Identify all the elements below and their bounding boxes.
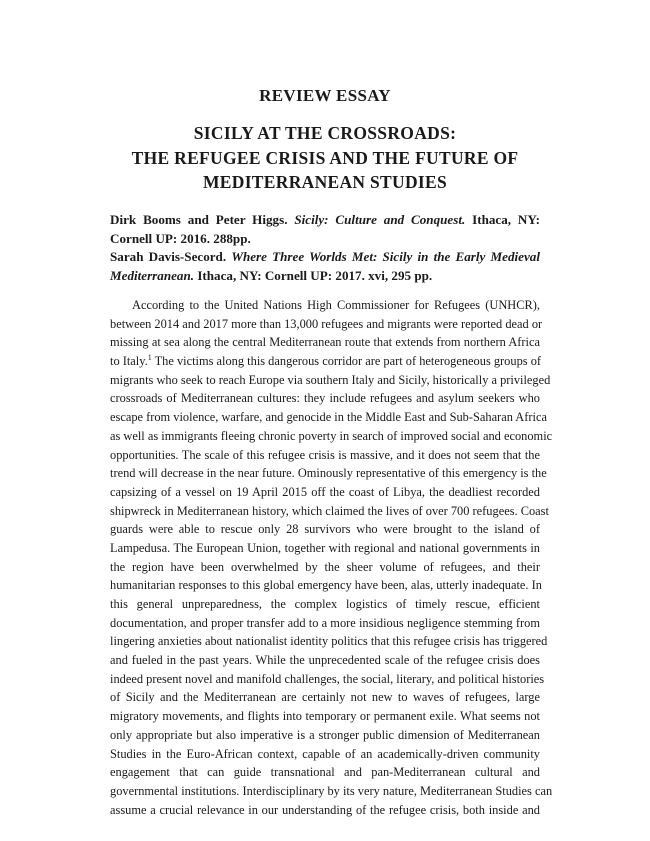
book-reference xyxy=(110,248,540,285)
text-line: trend will decrease in the near future. Ominously representative of this emergency is the xyxy=(110,466,547,481)
book-reference xyxy=(110,211,540,248)
text-fragment: The victims along this dangerous corridor are part of heterogeneous groups of xyxy=(151,354,542,369)
text-line: opportunities. The scale of this refugee crisis is massive, and it does not seem that the xyxy=(110,447,540,462)
text-line: crossroads of Mediterranean cultures: they include refugees and asylum seekers who xyxy=(110,391,540,406)
text-line: documentation, and proper transfer add to a more insidious negligence stemming from xyxy=(110,615,540,630)
text-line: between 2014 and 2017 more than 13,000 refugees and migrants were reported dead or xyxy=(110,316,543,331)
text-line: engagement that can guide transnational and pan-Mediterranean cultural and xyxy=(110,765,540,780)
reference-authors: Sarah Davis-Secord. xyxy=(110,249,227,264)
text-line: governmental institutions. Interdisciplinary by its very nature, Mediterranean Studies can xyxy=(110,783,553,798)
text-line: this general unpreparedness, the complex logistics of timely rescue, efficient xyxy=(110,597,540,611)
reference-authors: Dirk Booms and Peter Higgs. xyxy=(110,212,288,227)
footnote-marker: 1 xyxy=(147,352,152,362)
reference-publisher: Ithaca, NY: Cornell UP: 2016. 288pp. xyxy=(110,212,540,246)
title-line-2: THE REFUGEE CRISIS AND THE FUTURE OF xyxy=(131,147,519,168)
text-line: migratory movements, and flights into temporary or permanent exile. What seems not xyxy=(110,709,540,724)
text-line: lingering anxieties about nationalist identity politics that this refugee crisis has triggered xyxy=(110,634,548,649)
text-fragment: to Italy. xyxy=(110,354,148,369)
text-line: migrants who seek to reach Europe via southern Italy and Sicily, historically a privileged xyxy=(110,372,551,387)
essay-title xyxy=(80,121,570,195)
text-line: Lampedusa. The European Union, together with regional and national governments in xyxy=(110,540,540,555)
text-line: assume a crucial relevance in our understanding of the refugee crisis, both inside and xyxy=(110,802,540,817)
text-line: capsizing of a vessel on 19 April 2015 off the coast of Libya, the deadliest recorded xyxy=(110,484,540,499)
text-line: the region have been overwhelmed by the sheer volume of refugees, and their xyxy=(110,559,540,574)
text-line: guards were able to rescue only 28 survivors who were brought to the island of xyxy=(110,522,540,537)
text-line: missing at sea along the central Mediterranean route that extends from northern Africa xyxy=(110,335,540,350)
reference-book-title: Where Three Worlds Met: Sicily in the Early Medieval Mediterranean. xyxy=(110,249,540,283)
text-line: escape from violence, warfare, and genocide in the Middle East and Sub-Saharan Africa xyxy=(110,410,547,425)
title-line-1: SICILY AT THE CROSSROADS: xyxy=(193,123,457,143)
reference-publisher: Ithaca, NY: Cornell UP: 2017. xvi, 295 pp. xyxy=(197,267,433,283)
reviewed-books xyxy=(110,211,540,285)
text-line xyxy=(110,352,540,371)
body-paragraph xyxy=(110,296,553,819)
text-line: and fueled in the past years. While the unprecedented scale of the refugee crisis does xyxy=(110,653,540,668)
reference-book-title: Sicily: Culture and Conquest. xyxy=(294,212,466,227)
text-line: Studies in the Euro-African context, capable of an academically-driven community xyxy=(110,746,540,761)
text-line: humanitarian responses to this global emergency have been, alas, utterly inadequate. In xyxy=(110,578,542,593)
text-line: of Sicily and the Mediterranean are certainly not new to waves of refugees, large xyxy=(110,690,540,705)
text-line: only appropriate but also imperative is a stronger public dimension of Mediterranean xyxy=(110,727,540,742)
text-line: According to the United Nations High Commissioner for Refugees (UNHCR), xyxy=(132,298,540,312)
text-line: as well as immigrants fleeing chronic poverty in search of improved social and economic xyxy=(110,428,553,443)
text-line: shipwreck in Mediterranean history, which claimed the lives of over 700 refugees. Coast xyxy=(110,503,549,518)
section-header: REVIEW ESSAY xyxy=(259,86,391,105)
title-line-3: MEDITERRANEAN STUDIES xyxy=(202,172,448,192)
text-line: indeed present novel and manifold challenges, the social, literary, and political histories xyxy=(110,671,545,686)
